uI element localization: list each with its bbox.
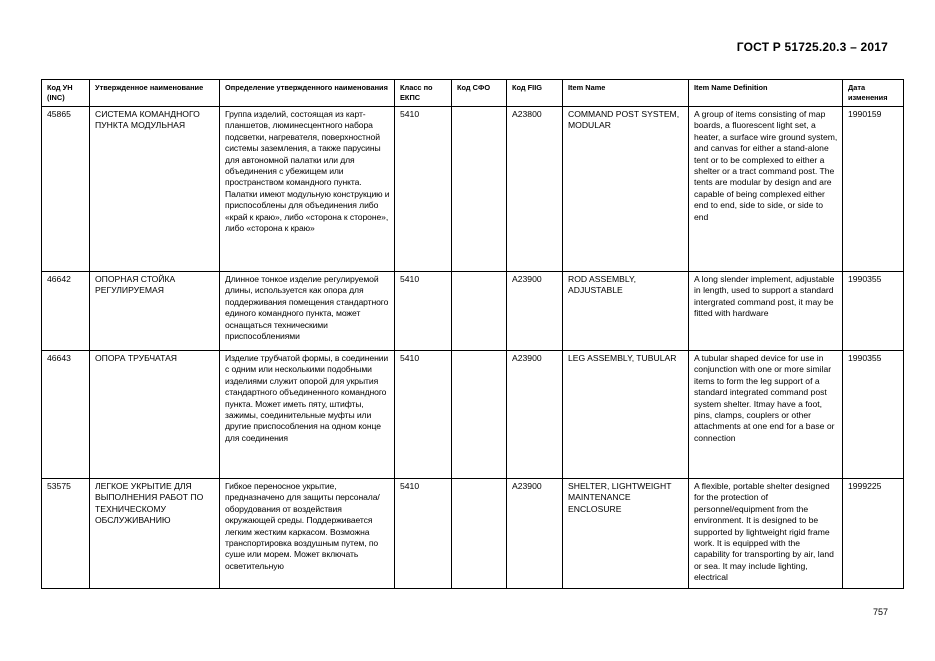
column-header-fiig: Код FIIG [507, 80, 563, 107]
cell-definition-en: A group of items consisting of map boards, a fluorescent light set, a heater, a surface wire ground system, and canvas for either a stand-alone tent or to be complexed to either a shelter or a tract command post. The tents are modular by design and are capable of being complexed either end to end, side to side, or side to end [689, 107, 843, 272]
cell-sfo [452, 272, 507, 351]
cell-inc: 46643 [42, 351, 90, 479]
cell-ekps: 5410 [395, 351, 452, 479]
cell-sfo [452, 107, 507, 272]
cell-definition-ru: Изделие трубчатой формы, в соединении с одним или несколькими подобными изделиями служит опорой для укрытия стандартного объединенного командного пункта. Может иметь пяту, штифты, зажимы, соединительные муфты или другие приспособления на одном конце для соединения [220, 351, 395, 479]
cell-name-ru: ЛЕГКОЕ УКРЫТИЕ ДЛЯ ВЫПОЛНЕНИЯ РАБОТ ПО ТЕХНИЧЕСКОМУ ОБСЛУЖИВАНИЮ [90, 479, 220, 589]
column-header-date: Дата изменения [843, 80, 904, 107]
cell-definition-ru: Гибкое переносное укрытие, предназначено для защиты персонала/оборудования от воздействия окружающей среды. Поддерживается легким жестким каркасом. Возможна транспортировка воздушным путем, по суше или морем. Может включать осветительную [220, 479, 395, 589]
column-header-inc: Код УН (INC) [42, 80, 90, 107]
cell-date: 1990355 [843, 351, 904, 479]
table-row [42, 479, 904, 589]
cell-definition-ru: Длинное тонкое изделие регулируемой длины, используется как опора для поддерживания помещения стандартного единого командного пункта, может оснащаться техническими приспособлениями [220, 272, 395, 351]
cell-definition-en: A tubular shaped device for use in conjunction with one or more similar items to form the leg support of a standard integrated command post system shelter. Itmay have a foot, pins, clamps, couplers or other attachments at one end for a base or connection [689, 351, 843, 479]
page-number: 757 [872, 607, 888, 617]
cell-name-ru: ОПОРНАЯ СТОЙКА РЕГУЛИРУЕМАЯ [90, 272, 220, 351]
column-header-name-ru: Утвержденное наименование [90, 80, 220, 107]
cell-item-name: SHELTER, LIGHTWEIGHT MAINTENANCE ENCLOSURE [563, 479, 689, 589]
table-row [42, 107, 904, 272]
cell-ekps: 5410 [395, 479, 452, 589]
cell-ekps: 5410 [395, 272, 452, 351]
cell-fiig: A23900 [507, 479, 563, 589]
cell-item-name: LEG ASSEMBLY, TUBULAR [563, 351, 689, 479]
cell-definition-en: A long slender implement, adjustable in length, used to support a standard intergrated command post, it may be fitted with hardware [689, 272, 843, 351]
cell-fiig: A23900 [507, 351, 563, 479]
column-header-item-name: Item Name [563, 80, 689, 107]
cell-sfo [452, 351, 507, 479]
cell-fiig: A23800 [507, 107, 563, 272]
column-header-definition-ru: Определение утвержденного наименования [220, 80, 395, 107]
cell-name-ru: ОПОРА ТРУБЧАТАЯ [90, 351, 220, 479]
cell-inc: 46642 [42, 272, 90, 351]
cell-definition-ru: Группа изделий, состоящая из карт-планшетов, люминесцентного набора подсветки, нагревателя, поверхностной системы заземления, а также парусины для автономной палатки или для объединения с убежищем или пространством командного пункта. Палатки имеют модульную конструкцию и приспособлены для объединения либо «край к краю», либо «сторона к стороне», либо «сторона к краю» [220, 107, 395, 272]
column-header-sfo: Код СФО [452, 80, 507, 107]
cell-fiig: A23900 [507, 272, 563, 351]
cell-date: 1999225 [843, 479, 904, 589]
cell-inc: 53575 [42, 479, 90, 589]
table-header-row [42, 80, 904, 107]
cell-ekps: 5410 [395, 107, 452, 272]
table-row [42, 351, 904, 479]
cell-definition-en: A flexible, portable shelter designed for the protection of personnel/equipment from the environment. It is designed to be supported by lightweight rigid frame work. It is equipped with the capability for transporting by air, land or sea. It may include lighting, electrical [689, 479, 843, 589]
cell-sfo [452, 479, 507, 589]
cell-name-ru: СИСТЕМА КОМАНДНОГО ПУНКТА МОДУЛЬНАЯ [90, 107, 220, 272]
column-header-ekps: Класс по ЕКПС [395, 80, 452, 107]
cell-date: 1990355 [843, 272, 904, 351]
column-header-item-name-definition: Item Name Definition [689, 80, 843, 107]
table-row [42, 272, 904, 351]
cell-inc: 45865 [42, 107, 90, 272]
document-standard-header: ГОСТ Р 51725.20.3 – 2017 [736, 40, 888, 54]
nomenclature-table [41, 79, 904, 589]
cell-item-name: COMMAND POST SYSTEM, MODULAR [563, 107, 689, 272]
cell-item-name: ROD ASSEMBLY, ADJUSTABLE [563, 272, 689, 351]
cell-date: 1990159 [843, 107, 904, 272]
